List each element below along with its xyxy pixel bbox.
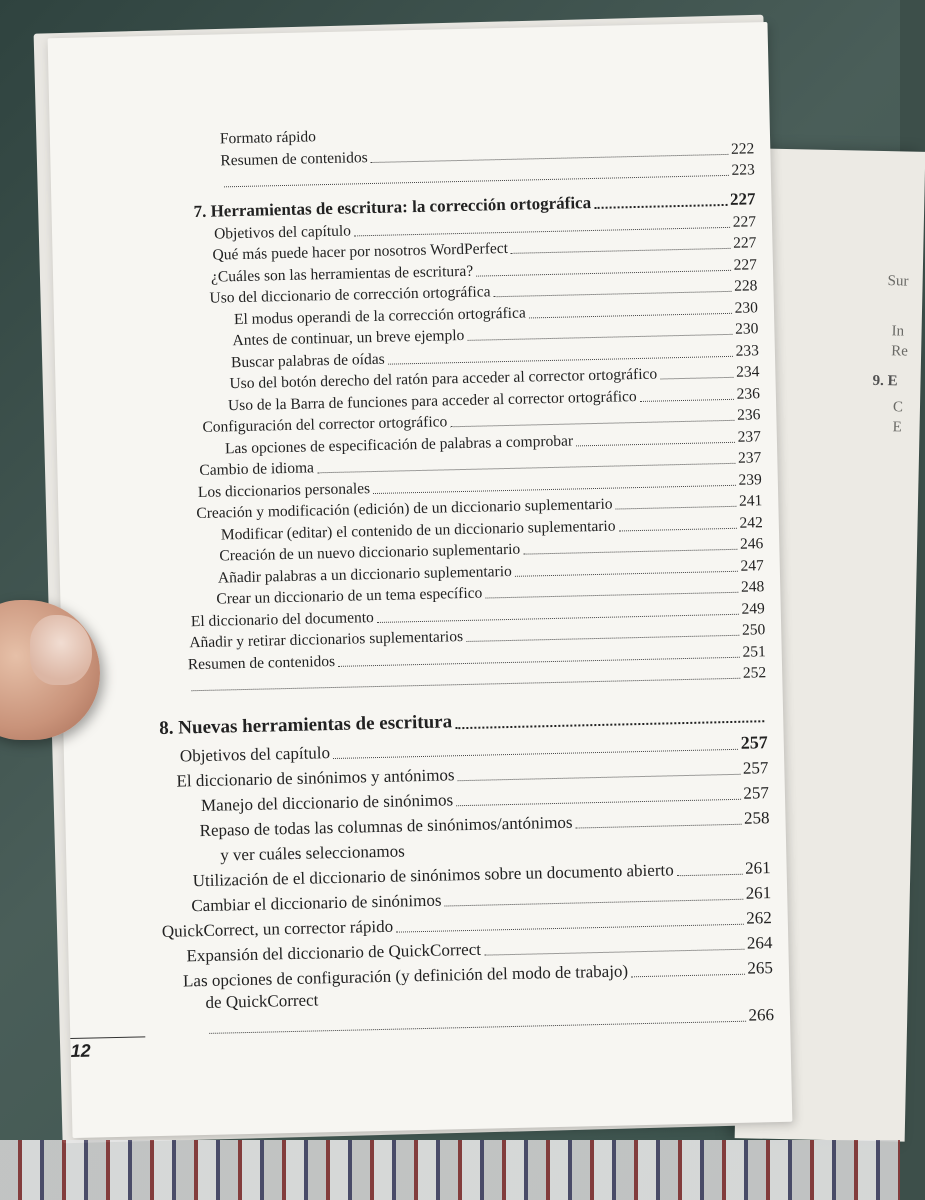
toc-entry-page: 227 [729, 189, 756, 209]
toc-entry-page: 252 [742, 664, 767, 682]
toc-entry-title: Resumen de contenidos [220, 148, 368, 169]
toc-entry-title: QuickCorrect, un corrector rápido [161, 916, 394, 941]
toc-entry-title: Añadir palabras a un diccionario suplementario [217, 562, 512, 587]
toc-entry-page: 265 [747, 958, 774, 978]
toc-entry-page: 236 [736, 406, 761, 424]
toc-entry-title: Las opciones de especificación de palabras a comprobar [224, 431, 574, 457]
toc-entry-title: Objetivos del capítulo [213, 221, 352, 243]
book-page [48, 22, 793, 1138]
toc-entry-page: 222 [730, 139, 755, 158]
dot-leader [616, 506, 737, 510]
toc-entry-title: Repaso de todas las columnas de sinónimos/antónimos [199, 812, 573, 841]
toc-entry-page: 233 [735, 341, 760, 360]
toc-entry-page: 257 [743, 783, 770, 803]
toc-entry-title: El diccionario de sinónimos y antónimos [176, 765, 455, 791]
toc-entry-title: Configuración del corrector ortográfico [202, 413, 448, 436]
toc-entry-title: y ver cuáles seleccionamos [219, 841, 405, 865]
toc-entry-title: Crear un diccionario de un tema específico [216, 584, 483, 608]
toc-entry-page: 258 [743, 808, 770, 828]
toc-entry-page: 234 [735, 363, 760, 381]
toc-entry-title: Qué más puede hacer por nosotros WordPerfect [212, 239, 509, 264]
toc-entry-title: El modus operandi de la corrección ortográfica [233, 304, 526, 328]
toc-entry-page: 249 [741, 599, 765, 618]
toc-entry-title: Antes de continuar, un breve ejemplo [232, 326, 465, 350]
toc-entry-page: 247 [740, 556, 764, 575]
toc-entry-title: Utilización de el diccionario de sinónimos sobre un documento abierto [192, 860, 674, 891]
right-page-fragment: E [892, 419, 902, 436]
toc-entry-title: Objetivos del capítulo [179, 743, 331, 766]
toc-entry-title: El diccionario del documento [190, 608, 374, 630]
right-page-fragment: Sur [887, 273, 909, 290]
toc-entry-page: 261 [744, 858, 771, 878]
right-page-fragment: 9. E [872, 372, 898, 390]
toc-entry-page: 246 [739, 535, 764, 553]
toc-entry-title: Formato rápido [219, 128, 317, 148]
toc-entry-title: Buscar palabras de oídas [230, 350, 385, 371]
toc-entry-page: 257 [740, 732, 768, 753]
toc-entry-title: Manejo del diccionario de sinónimos [200, 790, 454, 816]
dot-leader [660, 377, 733, 380]
table-of-contents [50, 114, 790, 1041]
dot-leader [576, 441, 735, 446]
toc-entry-page: 237 [737, 427, 762, 446]
toc-entry-page: 230 [734, 320, 759, 338]
dot-leader [191, 678, 740, 691]
dot-leader [677, 874, 742, 876]
dot-leader [594, 204, 727, 209]
toc-entry-title: Creación y modificación (edición) de un diccionario suplementario [196, 495, 613, 523]
toc-entry-title: Uso de la Barra de funciones para acceder al corrector ortográfico [227, 387, 637, 414]
toc-entry-title: Uso del diccionario de corrección ortográfica [209, 283, 491, 307]
toc-entry-page: 266 [748, 1005, 775, 1025]
shirt-fabric [0, 1140, 900, 1200]
toc-entry-title: Resumen de contenidos [187, 652, 336, 673]
toc-entry-title: Cambiar el diccionario de sinónimos [191, 890, 442, 916]
right-page-fragment: C [892, 399, 904, 416]
toc-entry-page: 257 [742, 758, 769, 778]
toc-entry-page: 261 [745, 883, 772, 903]
toc-entry-title: Cambio de idioma [199, 459, 315, 479]
toc-entry-title: 7. Herramientas de escritura: la corrección ortográfica [193, 193, 592, 222]
dot-leader [619, 527, 737, 531]
toc-entry-page: 264 [746, 933, 773, 953]
toc-entry-title: de QuickCorrect [205, 990, 319, 1012]
toc-entry-page: 236 [736, 384, 761, 403]
toc-entry-title: 8. Nuevas herramientas de escritura [159, 711, 453, 739]
toc-entry-page: 262 [746, 908, 772, 928]
right-page-fragment: In [891, 323, 905, 340]
toc-entry-page: 223 [731, 161, 755, 179]
toc-entry-page: 248 [740, 578, 765, 596]
toc-entry-page: 230 [734, 298, 759, 317]
toc-entry-title: Las opciones de configuración (y definición del modo de trabajo) [182, 961, 629, 991]
right-page-fragment: Re [890, 343, 909, 360]
toc-entry-page: 241 [738, 492, 763, 510]
toc-entry-title: Modificar (editar) el contenido de un diccionario suplementario [220, 517, 616, 544]
toc-entry-title: Añadir y retirar diccionarios suplementarios [189, 628, 464, 652]
page-number: 12 [70, 1040, 91, 1062]
dot-leader [631, 974, 744, 978]
dot-leader [576, 824, 741, 829]
toc-entry-page: 227 [732, 212, 757, 231]
toc-entry-page: 242 [739, 513, 763, 532]
toc-entry-page: 239 [738, 470, 762, 489]
toc-entry-page: 251 [742, 642, 766, 661]
toc-entry-title: Expansión del diccionario de QuickCorrect [186, 939, 482, 966]
toc-entry-page: 227 [732, 234, 757, 252]
toc-entry-page: 250 [741, 621, 766, 639]
toc-entry-page: 227 [733, 255, 758, 274]
toc-entry-title: ¿Cuáles son las herramientas de escritura? [210, 262, 474, 286]
toc-entry-page: 228 [733, 277, 758, 295]
dot-leader [209, 1021, 745, 1034]
dot-leader [640, 398, 734, 401]
toc-entry-title: Los diccionarios personales [197, 479, 371, 501]
toc-entry-page: 237 [737, 449, 762, 467]
toc-entry-title: Uso del botón derecho del ratón para acceder al corrector ortográfico [229, 365, 658, 393]
toc-entry-title: Creación de un nuevo diccionario suplementario [219, 540, 521, 565]
